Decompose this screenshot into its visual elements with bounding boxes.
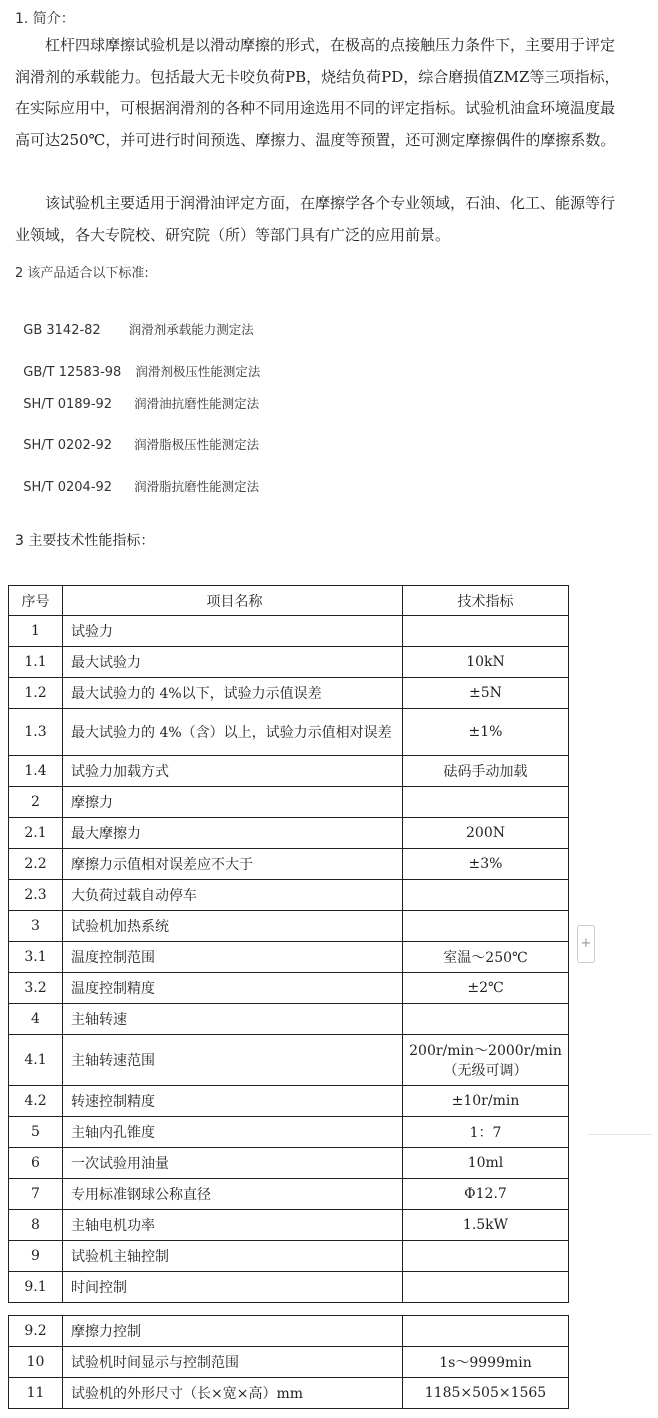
table-row bbox=[9, 849, 569, 880]
row-item-name: 最大试验力的 4%以下，试验力示值误差 bbox=[63, 678, 403, 709]
row-index: 10 bbox=[9, 1347, 63, 1378]
row-index: 4 bbox=[9, 1004, 63, 1035]
row-item-name: 一次试验用油量 bbox=[63, 1148, 403, 1179]
row-item-name: 试验机时间显示与控制范围 bbox=[63, 1347, 403, 1378]
table-row bbox=[9, 1272, 569, 1303]
table-row bbox=[9, 1148, 569, 1179]
standard-code: GB 3142-82 bbox=[23, 323, 101, 338]
table-row bbox=[9, 973, 569, 1004]
row-spec-value bbox=[403, 880, 569, 911]
table-row bbox=[9, 818, 569, 849]
row-item-name: 最大试验力的 4%（含）以上，试验力示值相对误差 bbox=[63, 709, 403, 756]
standard-item bbox=[15, 305, 254, 338]
intro-paragraph-2: 该试验机主要适用于润滑油评定方面，在摩擦学各个专业领域，石油、化工、能源等行业领域，各大专院校、研究院（所）等部门具有广泛的应用前景。 bbox=[15, 194, 616, 244]
row-item-name: 大负荷过载自动停车 bbox=[63, 880, 403, 911]
row-item-name: 温度控制精度 bbox=[63, 973, 403, 1004]
row-spec-value: 1.5kW bbox=[403, 1210, 569, 1241]
table-row bbox=[9, 1316, 569, 1347]
table-row bbox=[9, 1179, 569, 1210]
table-row bbox=[9, 678, 569, 709]
row-item-name: 主轴转速范围 bbox=[63, 1035, 403, 1086]
row-item-name: 摩擦力示值相对误差应不大于 bbox=[63, 849, 403, 880]
standard-code: GB/T 12583-98 bbox=[23, 365, 122, 380]
row-spec-value bbox=[403, 1241, 569, 1272]
row-index: 11 bbox=[9, 1378, 63, 1409]
row-spec-value: 10kN bbox=[403, 647, 569, 678]
row-item-name: 主轴内孔锥度 bbox=[63, 1117, 403, 1148]
row-item-name: 温度控制范围 bbox=[63, 942, 403, 973]
row-spec-value bbox=[403, 1272, 569, 1303]
standard-item bbox=[15, 347, 260, 380]
row-item-name: 试验力 bbox=[63, 616, 403, 647]
row-spec-value: ±2℃ bbox=[403, 973, 569, 1004]
row-spec-value bbox=[403, 616, 569, 647]
table-header-row bbox=[9, 586, 569, 616]
row-spec-value: ±5N bbox=[403, 678, 569, 709]
standard-code: SH/T 0189-92 bbox=[23, 397, 113, 412]
row-index: 3 bbox=[9, 911, 63, 942]
table-row bbox=[9, 756, 569, 787]
row-index: 1.3 bbox=[9, 709, 63, 756]
row-spec-value: 室温～250℃ bbox=[403, 942, 569, 973]
row-item-name: 时间控制 bbox=[63, 1272, 403, 1303]
row-index: 3.2 bbox=[9, 973, 63, 1004]
row-item-name: 主轴转速 bbox=[63, 1004, 403, 1035]
row-index: 1 bbox=[9, 616, 63, 647]
row-spec-value bbox=[403, 787, 569, 818]
row-index: 3.1 bbox=[9, 942, 63, 973]
row-item-name: 转速控制精度 bbox=[63, 1086, 403, 1117]
specs-table bbox=[8, 585, 569, 1303]
table-row bbox=[9, 1035, 569, 1086]
row-spec-value: 砝码手动加载 bbox=[403, 756, 569, 787]
row-spec-value bbox=[403, 1316, 569, 1347]
intro-paragraph-1: 杠杆四球摩擦试验机是以滑动摩擦的形式，在极高的点接触压力条件下，主要用于评定润滑剂的承载能力。包括最大无卡咬负荷PB，烧结负荷PD，综合磨损值ZMZ等三项指标，在实际应用中，可根据润滑剂的各种不同用途选用不同的评定指标。试验机油盒环境温度最高可达250℃，并可进行时间预选、摩擦力、温度等预置，还可测定摩擦偶件的摩擦系数。 bbox=[15, 36, 620, 149]
column-header-spec: 技术指标 bbox=[403, 586, 569, 616]
standard-item bbox=[15, 379, 259, 412]
row-index: 2.2 bbox=[9, 849, 63, 880]
column-header-item: 项目名称 bbox=[63, 586, 403, 616]
standard-name: 润滑脂抗磨性能测定法 bbox=[134, 479, 260, 494]
row-index: 9.1 bbox=[9, 1272, 63, 1303]
row-item-name: 最大试验力 bbox=[63, 647, 403, 678]
table-row bbox=[9, 1086, 569, 1117]
row-index: 4.2 bbox=[9, 1086, 63, 1117]
row-index: 1.2 bbox=[9, 678, 63, 709]
row-spec-value: 200r/min～2000r/min（无级可调） bbox=[403, 1035, 569, 1086]
row-item-name: 试验机主轴控制 bbox=[63, 1241, 403, 1272]
intro-heading: 1. 简介： bbox=[15, 11, 75, 27]
standard-item bbox=[15, 420, 259, 453]
standard-name: 润滑脂极压性能测定法 bbox=[134, 437, 260, 452]
table-row bbox=[9, 942, 569, 973]
table-row bbox=[9, 1378, 569, 1409]
table-row bbox=[9, 1241, 569, 1272]
row-spec-value: ±1% bbox=[403, 709, 569, 756]
divider bbox=[588, 1134, 652, 1135]
row-index: 9 bbox=[9, 1241, 63, 1272]
specs-table-continued bbox=[8, 1315, 569, 1409]
row-index: 1.1 bbox=[9, 647, 63, 678]
row-item-name: 试验机的外形尺寸（长×宽×高）mm bbox=[63, 1378, 403, 1409]
standard-item bbox=[15, 462, 259, 495]
specs-heading: 3 主要技术性能指标： bbox=[15, 533, 155, 549]
row-item-name: 主轴电机功率 bbox=[63, 1210, 403, 1241]
table-row bbox=[9, 1004, 569, 1035]
row-spec-value: 200N bbox=[403, 818, 569, 849]
standard-name: 润滑剂极压性能测定法 bbox=[135, 364, 261, 379]
column-header-index: 序号 bbox=[9, 586, 63, 616]
row-item-name: 试验力加载方式 bbox=[63, 756, 403, 787]
row-index: 5 bbox=[9, 1117, 63, 1148]
row-index: 4.1 bbox=[9, 1035, 63, 1086]
row-spec-value: ±3% bbox=[403, 849, 569, 880]
standard-code: SH/T 0204-92 bbox=[23, 480, 113, 495]
expand-button[interactable]: + bbox=[577, 925, 595, 963]
row-index: 2 bbox=[9, 787, 63, 818]
table-row bbox=[9, 1210, 569, 1241]
row-spec-value: ±10r/min bbox=[403, 1086, 569, 1117]
table-row bbox=[9, 709, 569, 756]
row-item-name: 试验机加热系统 bbox=[63, 911, 403, 942]
table-row bbox=[9, 616, 569, 647]
standard-name: 润滑油抗磨性能测定法 bbox=[134, 396, 260, 411]
table-row bbox=[9, 787, 569, 818]
row-spec-value: 1185×505×1565 bbox=[403, 1378, 569, 1409]
row-spec-value bbox=[403, 911, 569, 942]
row-spec-value: Φ12.7 bbox=[403, 1179, 569, 1210]
standards-heading: 2 该产品适合以下标准: bbox=[15, 266, 149, 281]
standard-name: 润滑剂承载能力测定法 bbox=[128, 322, 254, 337]
standard-code: SH/T 0202-92 bbox=[23, 438, 113, 453]
row-index: 7 bbox=[9, 1179, 63, 1210]
row-spec-value: 1s～9999min bbox=[403, 1347, 569, 1378]
row-spec-value bbox=[403, 1004, 569, 1035]
row-spec-value: 1：7 bbox=[403, 1117, 569, 1148]
row-item-name: 摩擦力控制 bbox=[63, 1316, 403, 1347]
table-row bbox=[9, 911, 569, 942]
table-row bbox=[9, 647, 569, 678]
table-row bbox=[9, 880, 569, 911]
row-item-name: 专用标准钢球公称直径 bbox=[63, 1179, 403, 1210]
row-index: 9.2 bbox=[9, 1316, 63, 1347]
table-row bbox=[9, 1347, 569, 1378]
row-item-name: 最大摩擦力 bbox=[63, 818, 403, 849]
table-row bbox=[9, 1117, 569, 1148]
row-index: 2.3 bbox=[9, 880, 63, 911]
row-index: 1.4 bbox=[9, 756, 63, 787]
row-index: 6 bbox=[9, 1148, 63, 1179]
row-index: 2.1 bbox=[9, 818, 63, 849]
row-spec-value: 10ml bbox=[403, 1148, 569, 1179]
row-index: 8 bbox=[9, 1210, 63, 1241]
row-item-name: 摩擦力 bbox=[63, 787, 403, 818]
